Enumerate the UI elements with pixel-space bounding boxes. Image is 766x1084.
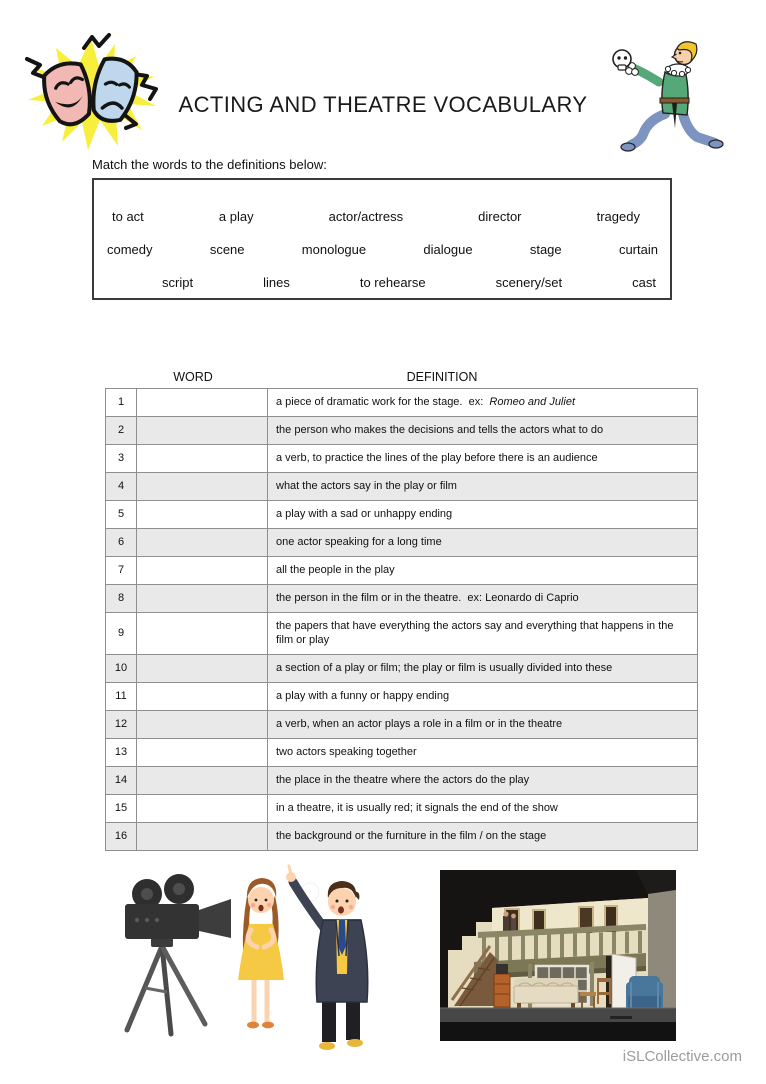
definition-text: the background or the furniture in the film / on the stage <box>276 830 547 842</box>
definition-text: all the people in the play <box>276 564 395 576</box>
word-bank-item: tragedy <box>596 209 640 224</box>
row-number-cell: 16 <box>106 823 137 851</box>
definition-text: the papers that have everything the actors say and everything that happens in the film or play <box>276 620 674 646</box>
hamlet-back-foot <box>709 140 723 148</box>
word-bank-item: director <box>478 209 522 224</box>
word-bank-item: comedy <box>107 242 153 257</box>
definition-text: two actors speaking together <box>276 746 417 758</box>
word-bank-item: to act <box>112 209 144 224</box>
definition-cell <box>268 501 698 529</box>
definition-cell <box>268 557 698 585</box>
definition-cell <box>268 585 698 613</box>
definition-text: a section of a play or film; the play or film is usually divided into these <box>276 662 613 674</box>
word-answer-cell <box>137 823 268 851</box>
word-answer-cell <box>137 557 268 585</box>
definition-cell <box>268 683 698 711</box>
table-row <box>106 473 698 501</box>
word-answer-cell <box>137 683 268 711</box>
stage-front <box>440 1022 676 1041</box>
definition-text: one actor speaking for a long time <box>276 536 442 548</box>
row-number-cell: 1 <box>106 389 137 417</box>
definition-text: a verb, to practice the lines of the play before there is an audience <box>276 452 598 464</box>
definition-text: what the actors say in the play or film <box>276 480 457 492</box>
definition-text: the person in the film or in the theatre. ex: Leonardo di Caprio <box>276 592 579 604</box>
word-answer-cell <box>137 529 268 557</box>
column-header-definition: DEFINITION <box>406 370 478 384</box>
definition-cell <box>268 795 698 823</box>
cabinet <box>494 964 510 1007</box>
table-row <box>106 655 698 683</box>
definition-text: a play with a funny or happy ending <box>276 690 450 702</box>
definition-cell <box>268 389 698 417</box>
definition-text: the place in the theatre where the actors do the play <box>276 774 530 786</box>
stage-floor <box>440 1008 676 1022</box>
word-answer-cell <box>137 767 268 795</box>
row-number-cell: 2 <box>106 417 137 445</box>
word-answer-cell <box>137 585 268 613</box>
blue-armchair <box>626 976 663 1010</box>
table-row <box>106 823 698 851</box>
word-answer-cell <box>137 739 268 767</box>
word-answer-cell <box>137 389 268 417</box>
word-bank-item: scenery/set <box>495 275 563 290</box>
word-answer-cell <box>137 613 268 655</box>
word-bank-row <box>94 242 670 258</box>
actor-figure <box>286 866 368 1050</box>
row-number-cell: 10 <box>106 655 137 683</box>
definition-cell <box>268 711 698 739</box>
word-bank-item: monologue <box>301 242 367 257</box>
table-row <box>106 501 698 529</box>
word-answer-cell <box>137 655 268 683</box>
row-number-cell: 9 <box>106 613 137 655</box>
table-row <box>106 389 698 417</box>
definition-text: a verb, when an actor plays a role in a film or in the theatre <box>276 718 563 730</box>
table-row <box>106 613 698 655</box>
word-bank-item: script <box>162 275 194 290</box>
definition-cell <box>268 613 698 655</box>
film-camera-icon <box>125 874 231 1034</box>
table-row <box>106 445 698 473</box>
word-bank-box <box>92 178 672 300</box>
table-row <box>106 711 698 739</box>
word-answer-cell <box>137 711 268 739</box>
word-bank-item: a play <box>218 209 254 224</box>
word-bank-item: stage <box>529 242 562 257</box>
instruction-text: Match the words to the definitions below: <box>92 157 327 172</box>
hamlet-front-leg <box>631 114 665 145</box>
page-title: ACTING AND THEATRE VOCABULARY <box>178 92 588 117</box>
word-answer-cell <box>137 417 268 445</box>
definition-cell <box>268 767 698 795</box>
word-bank-row <box>94 275 670 291</box>
row-number-cell: 14 <box>106 767 137 795</box>
definition-text: the person who makes the decisions and tells the actors what to do <box>276 424 604 436</box>
definition-cell <box>268 823 698 851</box>
table-row <box>106 529 698 557</box>
row-number-cell: 6 <box>106 529 137 557</box>
islcollective-watermark: iSLCollective.com <box>622 1048 742 1065</box>
hamlet-back-leg <box>683 114 715 143</box>
match-table-body <box>106 389 698 851</box>
definition-cell <box>268 739 698 767</box>
word-answer-cell <box>137 445 268 473</box>
row-number-cell: 3 <box>106 445 137 473</box>
table-row <box>106 585 698 613</box>
word-answer-cell <box>137 501 268 529</box>
table-row <box>106 683 698 711</box>
row-number-cell: 15 <box>106 795 137 823</box>
definition-cell <box>268 529 698 557</box>
column-header-word: WORD <box>173 370 213 384</box>
word-bank-item: to rehearse <box>359 275 426 290</box>
hamlet-head <box>672 42 697 65</box>
row-number-cell: 4 <box>106 473 137 501</box>
word-bank-item: dialogue <box>423 242 473 257</box>
hamlet-front-foot <box>621 143 635 151</box>
table-row <box>106 739 698 767</box>
definition-example-italic: Romeo and Juliet <box>489 396 575 408</box>
matching-table <box>105 388 698 851</box>
row-number-cell: 5 <box>106 501 137 529</box>
word-bank-row <box>94 209 670 225</box>
film-camera-and-actors-illustration <box>95 862 425 1062</box>
definition-text: in a theatre, it is usually red; it signals the end of the show <box>276 802 558 814</box>
word-bank-item: cast <box>632 275 656 290</box>
row-number-cell: 12 <box>106 711 137 739</box>
row-number-cell: 11 <box>106 683 137 711</box>
row-number-cell: 13 <box>106 739 137 767</box>
definition-cell <box>268 473 698 501</box>
word-answer-cell <box>137 795 268 823</box>
word-bank-item: scene <box>209 242 245 257</box>
definition-cell <box>268 655 698 683</box>
table-row <box>106 767 698 795</box>
theatre-stage-set-photo <box>440 870 676 1041</box>
table-row <box>106 417 698 445</box>
definition-cell <box>268 445 698 473</box>
definition-text: a piece of dramatic work for the stage. ex: <box>276 396 490 408</box>
table-row <box>106 557 698 585</box>
word-answer-cell <box>137 473 268 501</box>
definition-text: a play with a sad or unhappy ending <box>276 508 453 520</box>
definition-cell <box>268 417 698 445</box>
row-number-cell: 7 <box>106 557 137 585</box>
actress-figure <box>238 878 284 1028</box>
row-number-cell: 8 <box>106 585 137 613</box>
word-bank-item: curtain <box>618 242 658 257</box>
table-row <box>106 795 698 823</box>
word-bank-item: lines <box>263 275 290 290</box>
word-bank-item: actor/actress <box>328 209 404 224</box>
